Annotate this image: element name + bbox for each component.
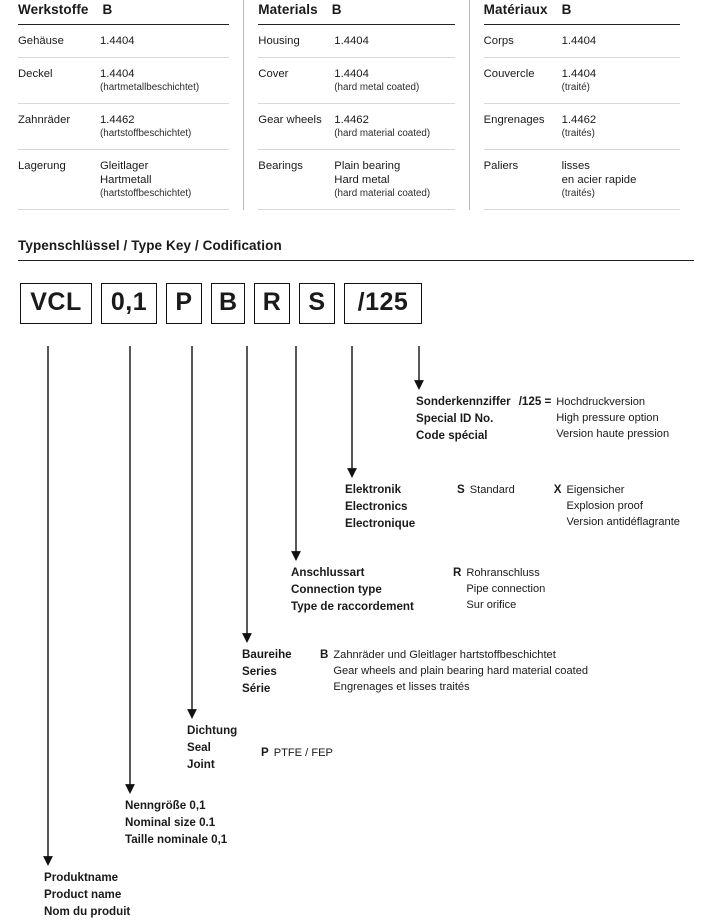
materials-tables xyxy=(0,0,712,210)
row-value-line2: en acier rapide xyxy=(561,174,637,187)
table-row xyxy=(258,25,454,58)
typekey-title: Typenschlüssel / Type Key / Codification xyxy=(18,238,282,254)
annotation-desc-fr: Sur orifice xyxy=(466,599,517,612)
annotation-descs-connection xyxy=(466,565,545,613)
row-value-line2: Hard metal xyxy=(334,174,390,187)
annotation-key-seal: P xyxy=(261,746,269,760)
row-label: Engrenages xyxy=(483,113,545,126)
annotation-nominal-size xyxy=(125,798,227,848)
column-header-fr-variant: B xyxy=(561,2,572,17)
code-box-product[interactable]: VCL xyxy=(20,283,92,324)
annotation-descs-exproof xyxy=(566,482,679,530)
annotation-key-series: B xyxy=(320,648,329,662)
row-note: (hartstoffbeschichtet) xyxy=(100,188,192,200)
annotation-descs-series xyxy=(333,647,588,695)
row-value xyxy=(100,159,229,202)
row-value-text: 1.4462 xyxy=(100,113,135,126)
annotation-label-en: Series xyxy=(242,665,277,679)
annotation-desc-de: Zahnräder und Gleitlager hartstoffbeschichtet xyxy=(333,649,556,662)
row-value xyxy=(100,113,229,141)
table-row xyxy=(484,104,680,150)
annotation-descs-seal xyxy=(274,723,333,761)
column-header-de xyxy=(18,0,229,25)
materials-column-en xyxy=(243,0,468,210)
row-value-line2: Hartmetall xyxy=(100,174,152,187)
table-row xyxy=(18,104,229,150)
annotation-label-en: Nominal size 0.1 xyxy=(125,816,216,830)
row-note: (hartstoffbeschichtet) xyxy=(100,127,192,139)
row-label: Bearings xyxy=(258,159,303,172)
annotation-key-standard: S xyxy=(457,483,465,497)
row-label: Deckel xyxy=(18,67,53,80)
annotation-key-special-id: /125 = xyxy=(518,395,552,409)
annotation-descs-special-id xyxy=(556,394,669,442)
annotation-desc-de: Rohranschluss xyxy=(466,567,540,580)
code-box-seal[interactable]: P xyxy=(166,283,202,324)
annotation-desc-en: High pressure option xyxy=(556,412,659,425)
annotation-label-fr: Electronique xyxy=(345,516,416,530)
annotation-seal xyxy=(187,723,333,773)
annotation-key-exproof: X xyxy=(553,483,562,497)
row-value-text: 1.4404 xyxy=(334,35,369,47)
row-note: (hard material coated) xyxy=(334,188,431,200)
row-note: (hartmetallbeschichtet) xyxy=(100,81,200,93)
annotation-desc-fr: Engrenages et lisses traités xyxy=(333,681,470,694)
annotation-label-fr: Joint xyxy=(187,757,215,771)
row-value xyxy=(562,113,680,141)
row-value xyxy=(100,67,229,95)
row-label: Paliers xyxy=(483,159,519,172)
annotation-connection-labels xyxy=(291,565,453,615)
column-header-de-variant: B xyxy=(102,2,113,17)
annotation-label-de: Dichtung xyxy=(187,724,238,738)
annotation-electronics-labels xyxy=(345,482,453,532)
annotation-desc-en: Gear wheels and plain bearing hard material coated xyxy=(333,665,589,678)
code-box-series[interactable]: B xyxy=(211,283,245,324)
row-label: Housing xyxy=(258,35,300,47)
code-box-connection[interactable]: R xyxy=(254,283,290,324)
table-row xyxy=(484,150,680,211)
table-row xyxy=(258,58,454,104)
annotation-connection xyxy=(291,565,545,615)
row-note: (traités) xyxy=(561,127,595,139)
row-note: (traités) xyxy=(561,188,595,200)
annotation-desc-de: Eigensicher xyxy=(566,484,625,497)
column-header-en-variant: B xyxy=(331,2,342,17)
annotation-product-name xyxy=(44,870,130,920)
table-row xyxy=(18,58,229,104)
annotation-area xyxy=(0,324,712,918)
row-value xyxy=(334,159,454,202)
annotation-desc-fr: Version antidéflagrante xyxy=(566,516,680,529)
table-row xyxy=(484,25,680,58)
annotation-key-connection: R xyxy=(453,566,462,580)
annotation-descs-standard xyxy=(470,482,554,498)
row-value xyxy=(334,67,454,95)
annotation-special-id-labels xyxy=(416,394,511,444)
annotation-special-id xyxy=(416,394,669,444)
annotation-series xyxy=(242,647,588,697)
row-label: Gehäuse xyxy=(18,35,64,47)
annotation-label-en: Seal xyxy=(187,741,211,755)
row-label: Couvercle xyxy=(483,67,535,80)
annotation-label-fr: Série xyxy=(242,681,271,695)
code-box-size[interactable]: 0,1 xyxy=(101,283,157,324)
row-label: Corps xyxy=(483,35,514,47)
row-value-line1: lisses xyxy=(561,159,590,172)
row-value-text: 1.4404 xyxy=(334,67,369,80)
table-row xyxy=(18,150,229,211)
row-value-text: 1.4404 xyxy=(561,67,597,80)
annotation-seal-labels xyxy=(187,723,261,773)
row-note: (hard metal coated) xyxy=(334,81,420,93)
typekey-divider xyxy=(18,260,694,261)
code-box-special-id[interactable]: /125 xyxy=(344,283,422,324)
annotation-label-de: Sonderkennziffer xyxy=(416,395,511,409)
column-header-en-text: Materials xyxy=(258,2,318,17)
type-code-row xyxy=(0,283,712,324)
annotation-label-fr: Code spécial xyxy=(416,428,488,442)
row-value xyxy=(562,34,680,49)
annotation-label-de: Elektronik xyxy=(345,483,402,497)
table-row xyxy=(484,58,680,104)
row-label: Gear wheels xyxy=(258,113,322,126)
annotation-desc-de: Hochdruckversion xyxy=(556,396,646,409)
column-header-en xyxy=(258,0,454,25)
annotation-label-en: Special ID No. xyxy=(416,412,494,426)
annotation-label-de: Baureihe xyxy=(242,648,292,662)
table-row xyxy=(258,104,454,150)
table-row xyxy=(18,25,229,58)
row-value xyxy=(100,34,229,49)
annotation-desc-en: Explosion proof xyxy=(566,500,643,513)
annotation-label-en: Electronics xyxy=(345,500,408,514)
row-value xyxy=(334,34,454,49)
annotation-electronics xyxy=(345,482,680,532)
row-label: Lagerung xyxy=(18,159,66,172)
column-header-fr xyxy=(484,0,680,25)
annotation-label-de: Nenngröße 0,1 xyxy=(125,799,206,813)
row-label: Zahnräder xyxy=(18,113,71,126)
row-value xyxy=(562,159,680,202)
annotation-desc-seal: PTFE / FEP xyxy=(273,747,333,760)
table-row xyxy=(258,150,454,211)
annotation-desc-en: Pipe connection xyxy=(466,583,546,596)
annotation-label-en: Connection type xyxy=(291,583,382,597)
annotation-label-en: Product name xyxy=(44,888,122,902)
annotation-desc-fr: Version haute pression xyxy=(556,428,670,441)
materials-column-de xyxy=(18,0,243,210)
annotation-label-de: Anschlussart xyxy=(291,566,365,580)
column-header-de-text: Werkstoffe xyxy=(18,2,89,17)
annotation-label-fr: Taille nominale 0,1 xyxy=(125,832,228,846)
code-box-electronics[interactable]: S xyxy=(299,283,335,324)
row-value xyxy=(334,113,454,141)
row-value-line1: Plain bearing xyxy=(334,159,401,172)
row-note: (traité) xyxy=(561,81,590,93)
row-value-line1: Gleitlager xyxy=(100,159,149,172)
row-value xyxy=(562,67,680,95)
row-value-text: 1.4404 xyxy=(561,35,597,47)
row-value-text: 1.4462 xyxy=(561,113,597,126)
row-value-text: 1.4462 xyxy=(334,113,369,126)
annotation-label-de: Produktname xyxy=(44,871,119,885)
materials-column-fr xyxy=(469,0,694,210)
row-value-text: 1.4404 xyxy=(100,35,135,47)
row-label: Cover xyxy=(258,67,289,80)
row-value-text: 1.4404 xyxy=(100,67,135,80)
annotation-label-fr: Type de raccordement xyxy=(291,599,414,613)
annotation-desc-standard: Standard xyxy=(469,484,515,497)
annotation-label-fr: Nom du produit xyxy=(44,904,131,918)
annotation-series-labels xyxy=(242,647,320,697)
column-header-fr-text: Matériaux xyxy=(483,2,548,17)
row-note: (hard material coated) xyxy=(334,127,431,139)
